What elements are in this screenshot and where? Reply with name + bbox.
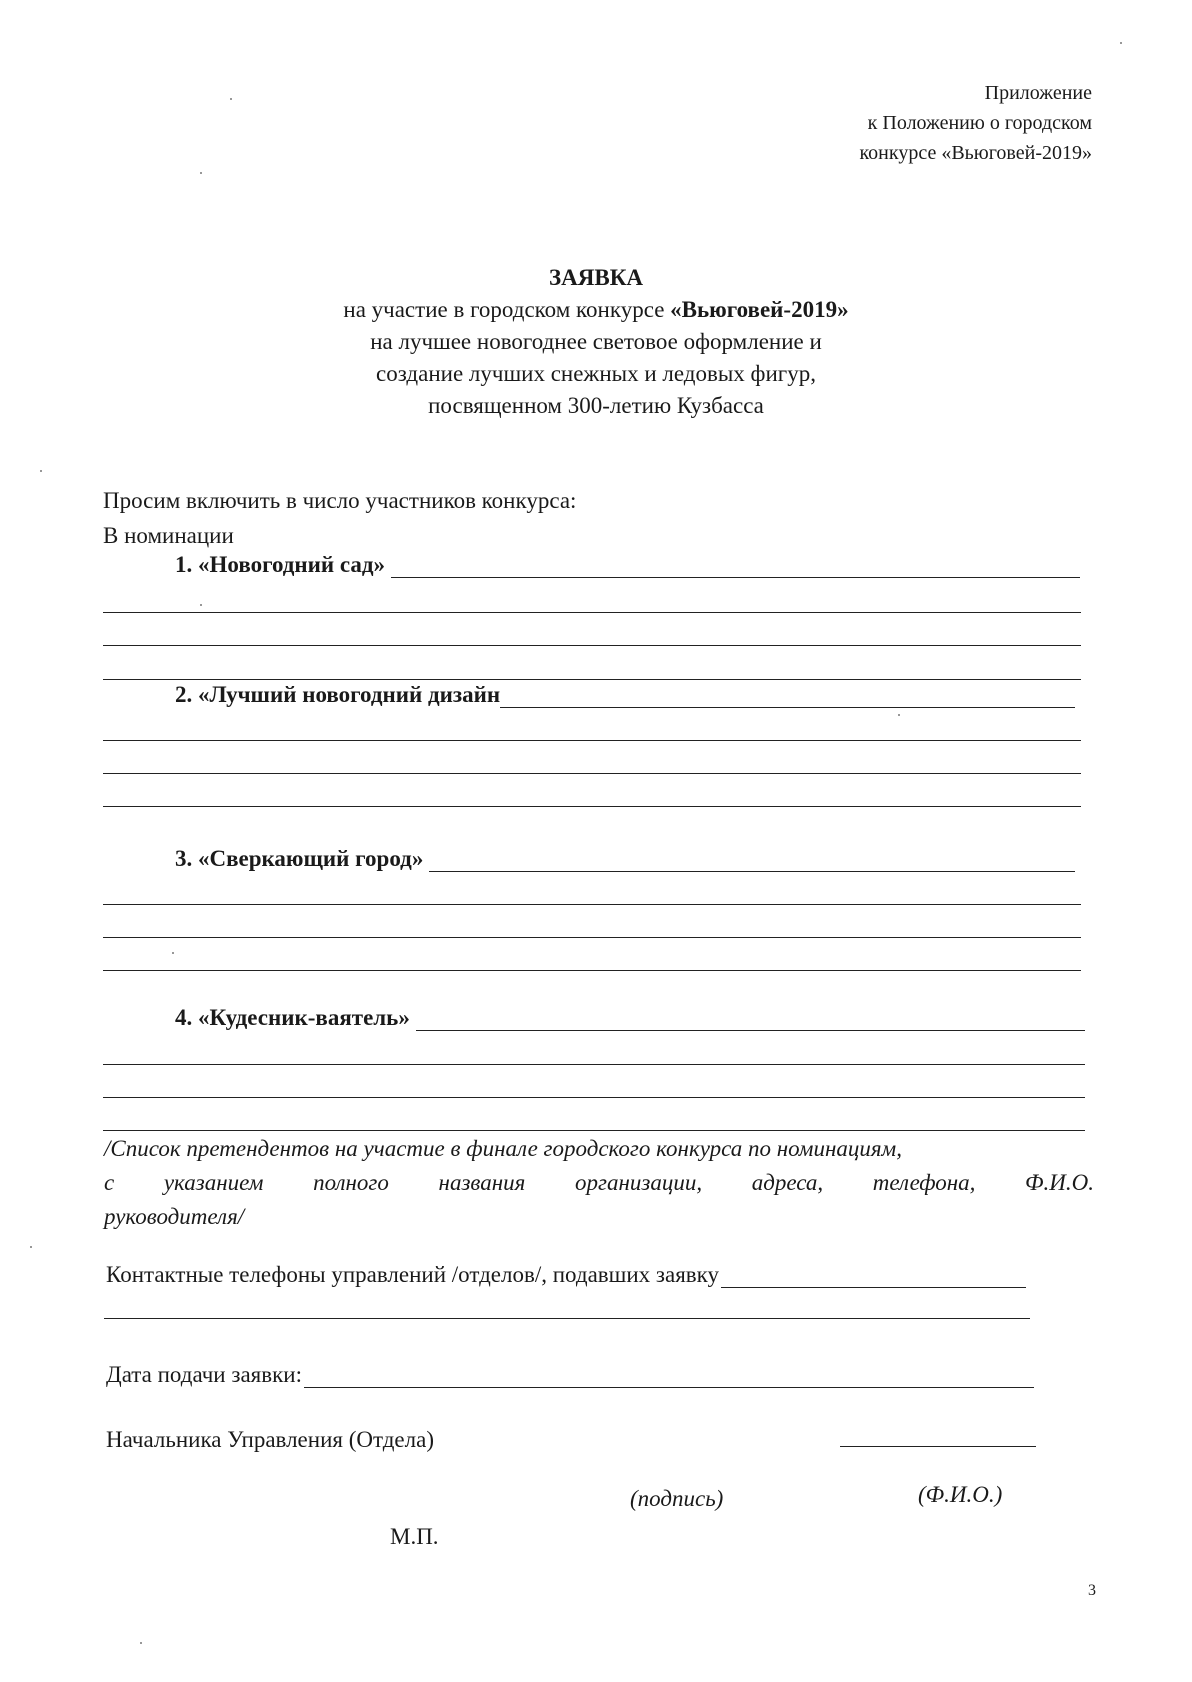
title-line-4: посвященном 300-летию Кузбасса xyxy=(428,393,764,418)
document-heading: ЗАЯВКА xyxy=(549,265,643,290)
nomination-2-label: 2. «Лучший новогодний дизайн xyxy=(175,682,501,707)
nomination-3-line-4[interactable] xyxy=(103,970,1081,971)
date-row[interactable] xyxy=(106,1362,1034,1388)
nomination-3-row[interactable] xyxy=(175,846,1075,872)
scan-speck xyxy=(1120,42,1122,44)
nomination-4-line-2[interactable] xyxy=(103,1064,1085,1065)
nomination-1-line-4[interactable] xyxy=(103,679,1081,680)
contacts-label: Контактные телефоны управлений /отделов/, подавших заявку xyxy=(106,1262,720,1287)
appendix-line-3: конкурсе «Вьюговей-2019» xyxy=(859,142,1092,164)
nomination-3-field[interactable] xyxy=(429,849,1075,872)
note-word: телефона, xyxy=(872,1170,976,1195)
nomination-4-label: 4. «Кудесник-ваятель» xyxy=(175,1005,410,1030)
nomination-1-field[interactable] xyxy=(391,555,1080,578)
nomination-2-line-3[interactable] xyxy=(103,773,1081,774)
date-label: Дата подачи заявки: xyxy=(106,1362,302,1387)
nomination-label: В номинации xyxy=(103,523,234,548)
note-word: адреса, xyxy=(751,1170,824,1195)
appendix-line-1: Приложение xyxy=(984,82,1092,104)
title-line-1 xyxy=(0,294,1192,326)
scan-speck xyxy=(200,172,202,174)
nomination-3-line-3[interactable] xyxy=(103,937,1081,938)
fio-caption: (Ф.И.О.) xyxy=(918,1482,1003,1507)
note-word: указанием xyxy=(163,1170,264,1195)
contacts-line-2[interactable] xyxy=(104,1318,1030,1319)
nomination-4-row[interactable] xyxy=(175,1005,1085,1031)
nomination-2-field[interactable] xyxy=(500,685,1075,708)
nomination-1-label: 1. «Новогодний сад» xyxy=(175,552,386,577)
note-line-3: руководителя/ xyxy=(104,1204,245,1229)
scan-speck xyxy=(140,1642,142,1644)
title-block xyxy=(0,262,1192,422)
contacts-row[interactable] xyxy=(106,1262,1026,1288)
note-word: Ф.И.О. xyxy=(1025,1170,1094,1195)
head-signature-line[interactable] xyxy=(840,1446,1036,1447)
title-line-2: на лучшее новогоднее световое оформление и xyxy=(370,329,822,354)
head-label: Начальника Управления (Отдела) xyxy=(106,1427,434,1452)
note-word: названия xyxy=(438,1170,526,1195)
contest-name: «Вьюговей-2019» xyxy=(670,297,849,322)
title-line-3: создание лучших снежных и ледовых фигур, xyxy=(376,361,816,386)
nomination-4-line-4[interactable] xyxy=(103,1130,1085,1131)
nomination-2-line-2[interactable] xyxy=(103,740,1081,741)
nomination-2-line-4[interactable] xyxy=(103,806,1081,807)
nomination-2-row[interactable] xyxy=(175,682,1075,708)
nomination-4-line-3[interactable] xyxy=(103,1097,1085,1098)
note-line-2 xyxy=(104,1166,1094,1200)
appendix-note xyxy=(859,78,1092,168)
request-text: Просим включить в число участников конкурса: xyxy=(103,488,577,513)
nomination-1-row[interactable] xyxy=(175,552,1080,578)
scan-speck xyxy=(200,604,202,606)
page-number: 3 xyxy=(1088,1582,1096,1599)
scan-speck xyxy=(40,470,42,472)
nomination-3-line-2[interactable] xyxy=(103,904,1081,905)
scan-speck xyxy=(172,952,174,954)
date-field[interactable] xyxy=(304,1365,1034,1388)
nomination-4-field[interactable] xyxy=(416,1008,1085,1031)
appendix-line-2: к Положению о городском xyxy=(867,112,1092,134)
scan-speck xyxy=(898,714,900,716)
note-line-1: /Список претендентов на участие в финале городского конкурса по номинациям, xyxy=(104,1136,902,1161)
signature-caption: (подпись) xyxy=(630,1486,724,1511)
scan-speck xyxy=(230,98,232,100)
scan-speck xyxy=(30,1246,32,1248)
title-line-1-prefix: на участие в городском конкурсе xyxy=(343,297,671,322)
contacts-field[interactable] xyxy=(721,1265,1026,1288)
note-word: организации, xyxy=(574,1170,703,1195)
note-word: с xyxy=(104,1170,115,1195)
nomination-1-line-2[interactable] xyxy=(103,612,1081,613)
nomination-3-label: 3. «Сверкающий город» xyxy=(175,846,424,871)
stamp-place-label: М.П. xyxy=(390,1524,439,1549)
nomination-1-line-3[interactable] xyxy=(103,645,1081,646)
list-instructions-note xyxy=(104,1132,1094,1234)
note-word: полного xyxy=(313,1170,389,1195)
